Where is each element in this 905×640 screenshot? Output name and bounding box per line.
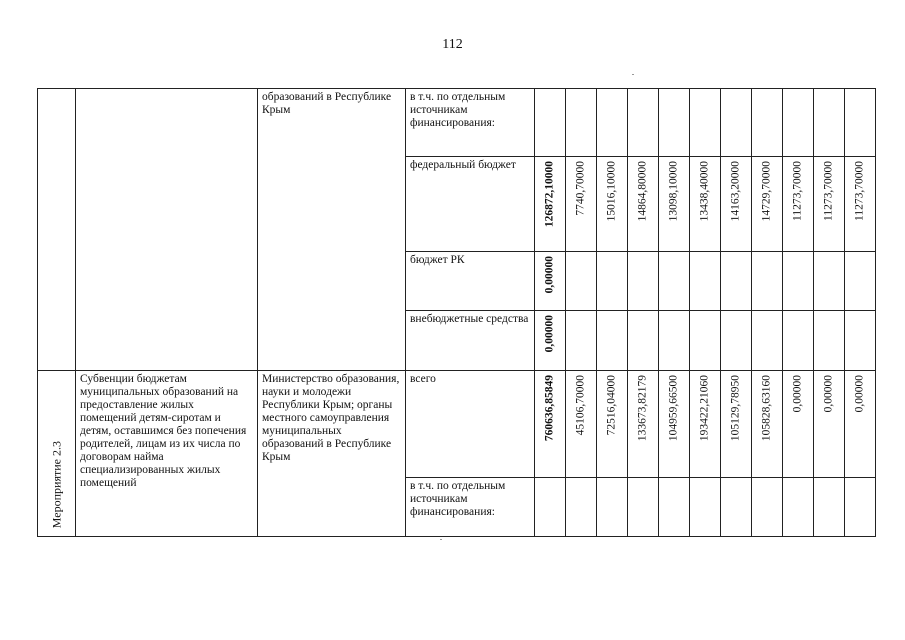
description-text: Субвенции бюджетам муниципальных образований на предоставление жилых помещений детям-сиротам и детям, оставшимся без попечения родителей, лицам из их числа по договорам найма специализированных жилых помещений <box>80 373 247 489</box>
table-row <box>38 371 876 478</box>
source-label-text: в т.ч. по отдельным источникам финансирования: <box>410 480 506 518</box>
year-value-cell <box>659 252 690 311</box>
source-label <box>406 478 535 537</box>
page-number: 112 <box>442 37 463 52</box>
year-value-cell <box>752 157 783 252</box>
year-value-cell <box>721 371 752 478</box>
scan-speck <box>440 539 442 540</box>
year-value-cell <box>659 157 690 252</box>
year-value-cell <box>597 252 628 311</box>
year-value-cell <box>845 89 876 157</box>
year-value: 14163,20000 <box>729 161 742 222</box>
year-value-cell <box>659 371 690 478</box>
year-value-cell <box>783 252 814 311</box>
year-value-cell <box>845 478 876 537</box>
year-value-cell <box>566 252 597 311</box>
year-value-cell <box>783 157 814 252</box>
total-cell <box>535 89 566 157</box>
year-value-cell <box>628 311 659 371</box>
year-value: 0,00000 <box>791 375 804 413</box>
year-value-cell <box>752 89 783 157</box>
year-value-cell <box>628 157 659 252</box>
year-value-cell <box>690 478 721 537</box>
total-cell <box>535 311 566 371</box>
year-value-cell <box>814 371 845 478</box>
measure-cell-empty <box>38 89 76 371</box>
year-value-cell <box>721 478 752 537</box>
year-value-cell <box>690 371 721 478</box>
year-value-cell <box>814 89 845 157</box>
year-value: 14729,70000 <box>760 161 773 222</box>
year-value-cell <box>566 311 597 371</box>
year-value: 193422,21060 <box>698 375 711 442</box>
year-value: 15016,10000 <box>605 161 618 222</box>
year-value-cell <box>597 371 628 478</box>
total-cell <box>535 478 566 537</box>
source-label-text: в т.ч. по отдельным источникам финансирования: <box>410 91 506 129</box>
executor-cell <box>258 371 406 537</box>
year-value-cell <box>628 89 659 157</box>
year-value: 0,00000 <box>853 375 866 413</box>
year-value-cell <box>783 311 814 371</box>
source-label <box>406 252 535 311</box>
financing-table <box>37 88 876 537</box>
year-value-cell <box>721 252 752 311</box>
year-value-cell <box>628 371 659 478</box>
year-value-cell <box>783 478 814 537</box>
year-value: 13438,40000 <box>698 161 711 222</box>
year-value-cell <box>659 311 690 371</box>
source-label <box>406 89 535 157</box>
year-value-cell <box>659 89 690 157</box>
year-value-cell <box>752 478 783 537</box>
year-value-cell <box>597 89 628 157</box>
measure-label: Мероприятие 2.3 <box>49 440 63 528</box>
year-value: 45106,70000 <box>574 375 587 436</box>
year-value-cell <box>690 157 721 252</box>
source-label-text: всего <box>410 373 436 385</box>
total-value: 760636,85849 <box>543 375 556 442</box>
year-value-cell <box>566 371 597 478</box>
total-cell <box>535 252 566 311</box>
table-row <box>38 89 876 157</box>
executor-cell <box>258 89 406 371</box>
year-value: 133673,82179 <box>636 375 649 442</box>
total-value: 0,00000 <box>543 256 556 294</box>
year-value-cell <box>814 252 845 311</box>
year-value-cell <box>845 252 876 311</box>
year-value-cell <box>783 89 814 157</box>
year-value: 105129,78950 <box>729 375 742 442</box>
year-value-cell <box>628 478 659 537</box>
total-value: 0,00000 <box>543 315 556 353</box>
year-value-cell <box>752 252 783 311</box>
executor-text: образований в Республике Крым <box>262 91 392 116</box>
year-value-cell <box>566 89 597 157</box>
year-value-cell <box>721 157 752 252</box>
year-value-cell <box>845 371 876 478</box>
year-value-cell <box>597 478 628 537</box>
executor-text: Министерство образования, науки и молодежи Республики Крым; органы местного самоуправления муниципальных образований в Республике Крым <box>262 373 400 463</box>
description-cell <box>76 371 258 537</box>
year-value-cell <box>690 311 721 371</box>
year-value-cell <box>721 89 752 157</box>
year-value-cell <box>752 371 783 478</box>
year-value-cell <box>659 478 690 537</box>
description-cell-empty <box>76 89 258 371</box>
year-value-cell <box>566 157 597 252</box>
year-value-cell <box>752 311 783 371</box>
source-label <box>406 157 535 252</box>
year-value: 11273,70000 <box>791 161 804 221</box>
year-value: 11273,70000 <box>853 161 866 221</box>
year-value: 105828,63160 <box>760 375 773 442</box>
year-value: 0,00000 <box>822 375 835 413</box>
source-label-text: федеральный бюджет <box>410 159 516 171</box>
year-value-cell <box>814 311 845 371</box>
year-value-cell <box>566 478 597 537</box>
year-value-cell <box>628 252 659 311</box>
source-label <box>406 371 535 478</box>
year-value: 11273,70000 <box>822 161 835 221</box>
year-value-cell <box>845 157 876 252</box>
year-value: 13098,10000 <box>667 161 680 222</box>
year-value-cell <box>845 311 876 371</box>
source-label-text: внебюджетные средства <box>410 313 529 325</box>
source-label-text: бюджет РК <box>410 254 465 266</box>
year-value-cell <box>814 478 845 537</box>
year-value-cell <box>597 311 628 371</box>
year-value: 14864,80000 <box>636 161 649 222</box>
year-value-cell <box>721 311 752 371</box>
year-value: 7740,70000 <box>574 161 587 216</box>
total-cell <box>535 371 566 478</box>
source-label <box>406 311 535 371</box>
year-value-cell <box>814 157 845 252</box>
total-cell <box>535 157 566 252</box>
total-value: 126872,10000 <box>543 161 556 228</box>
scan-speck <box>632 74 634 75</box>
year-value-cell <box>783 371 814 478</box>
year-value-cell <box>690 252 721 311</box>
year-value: 104959,66500 <box>667 375 680 442</box>
year-value-cell <box>597 157 628 252</box>
year-value-cell <box>690 89 721 157</box>
measure-label-cell <box>38 371 76 537</box>
year-value: 72516,04000 <box>605 375 618 436</box>
